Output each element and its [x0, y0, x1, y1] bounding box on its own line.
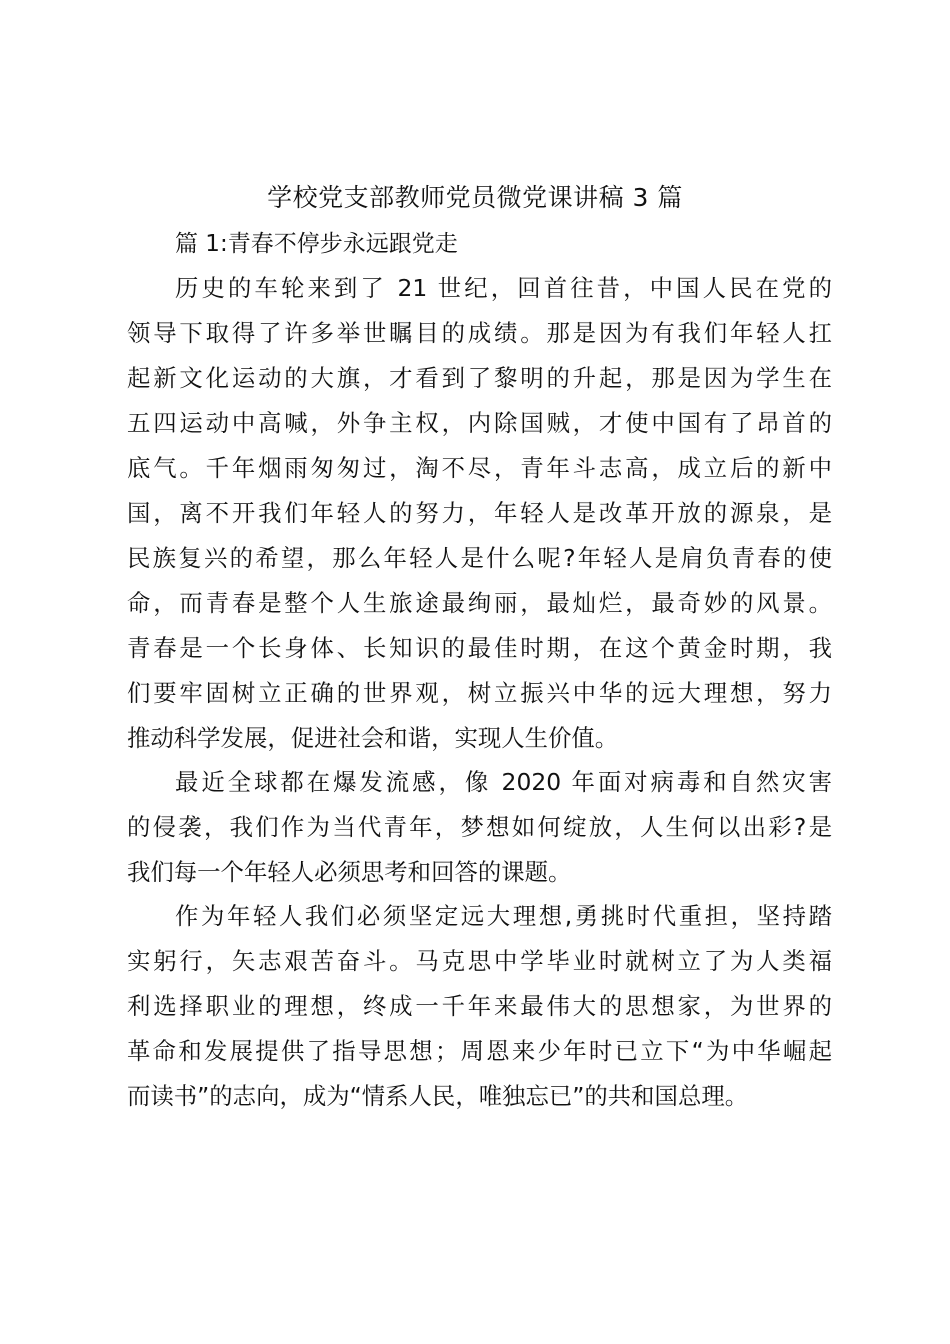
paragraph-2-line: 最近全球都在爆发流感，像 2020 年面对病毒和自然灾害: [175, 768, 832, 796]
paragraph-3-line: 实躬行，矢志艰苦奋斗。马克思中学毕业时就树立了为人类福: [127, 947, 832, 975]
paragraph-1-line: 历史的车轮来到了 21 世纪，回首往昔，中国人民在党的: [175, 274, 832, 302]
paragraph-1-line: 起新文化运动的大旗，才看到了黎明的升起，那是因为学生在: [127, 364, 832, 392]
paragraph-3-line: 利选择职业的理想，终成一千年来最伟大的思想家，为世界的: [127, 992, 832, 1020]
paragraph-3-line: 作为年轻人我们必须坚定远大理想,勇挑时代重担，坚持踏: [175, 902, 832, 930]
paragraph-3-line: 革命和发展提供了指导思想；周恩来少年时已立下“为中华崛起: [127, 1037, 832, 1065]
paragraph-1-line: 五四运动中高喊，外争主权，内除国贼，才使中国有了昂首的: [127, 409, 832, 437]
paragraph-2-line: 我们每一个年轻人必须思考和回答的课题。: [127, 858, 572, 886]
paragraph-1-line: 领导下取得了许多举世瞩目的成绩。那是因为有我们年轻人扛: [127, 319, 832, 347]
paragraph-1-line: 民族复兴的希望，那么年轻人是什么呢?年轻人是肩负青春的使: [127, 544, 832, 572]
paragraph-3-line: 而读书”的志向，成为“情系人民，唯独忘已”的共和国总理。: [127, 1082, 749, 1110]
section-heading: 篇 1:青春不停步永远跟党走: [175, 231, 458, 257]
paragraph-1-line: 命，而青春是整个人生旅途最绚丽，最灿烂，最奇妙的风景。: [127, 589, 832, 617]
paragraph-2-line: 的侵袭，我们作为当代青年，梦想如何绽放，人生何以出彩?是: [127, 813, 832, 841]
document-title: 学校党支部教师党员微党课讲稿 3 篇: [267, 183, 683, 212]
paragraph-1-line: 青春是一个长身体、长知识的最佳时期，在这个黄金时期，我: [127, 634, 832, 662]
paragraph-1-line: 底气。千年烟雨匆匆过，淘不尽，青年斗志高，成立后的新中: [127, 454, 832, 482]
paragraph-1-line: 们要牢固树立正确的世界观，树立振兴中华的远大理想，努力: [127, 679, 832, 707]
paragraph-1-line: 国，离不开我们年轻人的努力，年轻人是改革开放的源泉，是: [127, 499, 832, 527]
paragraph-1-line: 推动科学发展，促进社会和谐，实现人生价值。: [127, 724, 619, 752]
